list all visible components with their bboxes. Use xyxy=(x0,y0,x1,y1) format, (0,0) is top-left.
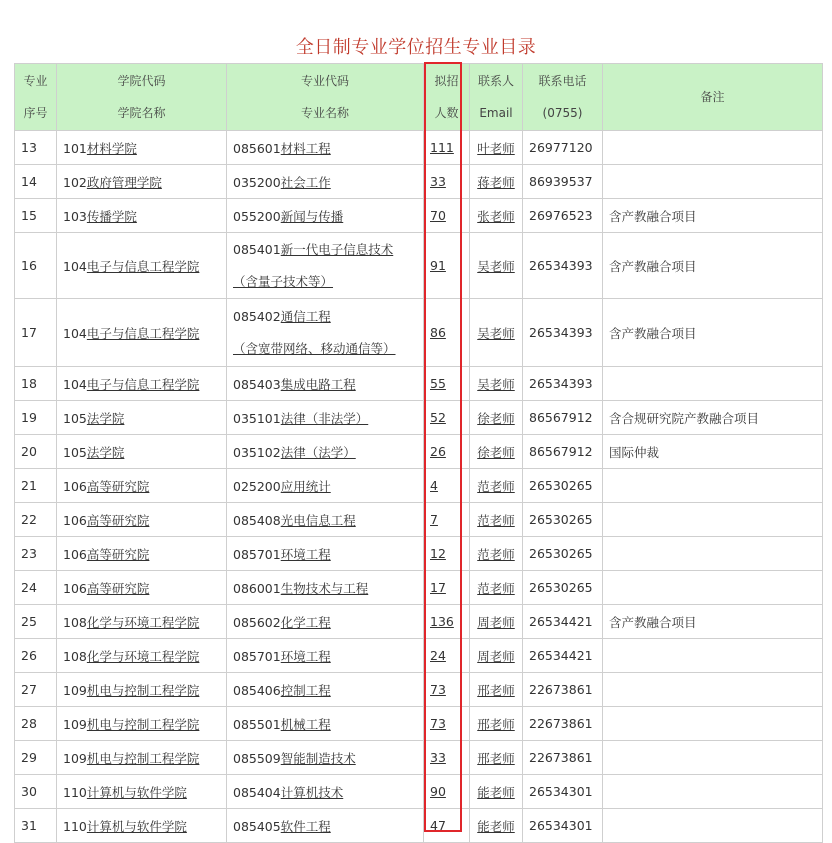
row-number: 27 xyxy=(15,673,57,707)
contact-cell xyxy=(470,131,523,165)
quota-link[interactable]: 17 xyxy=(430,580,446,595)
table-row xyxy=(15,639,823,673)
row-number: 24 xyxy=(15,571,57,605)
college-cell: 104电子与信息工程学院 xyxy=(57,233,227,299)
college-cell: 101材料学院 xyxy=(57,131,227,165)
major-cell: 085402通信工程 （含宽带网络、移动通信等） xyxy=(227,299,424,367)
contact-email-link[interactable]: 范老师 xyxy=(477,546,515,562)
college-link[interactable]: 化学与环境工程学院 xyxy=(86,648,200,664)
quota-link[interactable]: 91 xyxy=(430,258,446,273)
header-phone: 联系电话 (0755) xyxy=(523,64,603,131)
contact-email-link[interactable]: 邢老师 xyxy=(477,682,515,698)
college-link[interactable]: 电子与信息工程学院 xyxy=(86,258,200,274)
major-link[interactable]: 环境工程 xyxy=(280,648,331,664)
header-no: 专业 序号 xyxy=(15,64,57,131)
quota-link[interactable]: 73 xyxy=(430,716,446,731)
major-cell: 085406控制工程 xyxy=(227,673,424,707)
major-link[interactable]: 化学工程 xyxy=(280,614,331,630)
college-link[interactable]: 传播学院 xyxy=(86,208,137,224)
header-note: 备注 xyxy=(603,64,823,131)
phone-cell: 26530265 xyxy=(523,503,603,537)
college-link[interactable]: 计算机与软件学院 xyxy=(86,818,187,834)
college-link[interactable]: 化学与环境工程学院 xyxy=(86,614,200,630)
row-number: 13 xyxy=(15,131,57,165)
contact-cell xyxy=(470,809,523,843)
note-cell: 国际仲裁 xyxy=(603,435,823,469)
header-quota: 拟招 人数 xyxy=(424,64,470,131)
college-cell: 106高等研究院 xyxy=(57,537,227,571)
college-cell: 108化学与环境工程学院 xyxy=(57,605,227,639)
phone-cell: 86939537 xyxy=(523,165,603,199)
table-header-row xyxy=(15,64,823,131)
contact-email-link[interactable]: 范老师 xyxy=(477,478,515,494)
contact-cell xyxy=(470,537,523,571)
phone-cell: 26534301 xyxy=(523,775,603,809)
college-cell: 108化学与环境工程学院 xyxy=(57,639,227,673)
note-cell xyxy=(603,537,823,571)
college-cell: 109机电与控制工程学院 xyxy=(57,741,227,775)
note-cell xyxy=(603,131,823,165)
college-link[interactable]: 机电与控制工程学院 xyxy=(86,750,200,766)
college-link[interactable]: 高等研究院 xyxy=(86,580,150,596)
major-cell: 085509智能制造技术 xyxy=(227,741,424,775)
row-number: 30 xyxy=(15,775,57,809)
contact-cell xyxy=(470,165,523,199)
college-cell: 110计算机与软件学院 xyxy=(57,775,227,809)
contact-email-link[interactable]: 范老师 xyxy=(477,512,515,528)
major-link[interactable]: 新闻与传播 xyxy=(280,208,344,224)
quota-link[interactable]: 86 xyxy=(430,325,446,340)
table-row xyxy=(15,809,823,843)
college-link[interactable]: 计算机与软件学院 xyxy=(86,784,187,800)
major-catalog-table xyxy=(14,63,823,843)
phone-cell: 26534301 xyxy=(523,809,603,843)
note-cell: 含产教融合项目 xyxy=(603,299,823,367)
major-cell: 086001生物技术与工程 xyxy=(227,571,424,605)
phone-cell: 26976523 xyxy=(523,199,603,233)
contact-email-link[interactable]: 能老师 xyxy=(477,818,515,834)
contact-cell xyxy=(470,707,523,741)
phone-cell: 26530265 xyxy=(523,571,603,605)
contact-cell xyxy=(470,401,523,435)
quota-cell xyxy=(424,707,470,741)
college-cell: 106高等研究院 xyxy=(57,571,227,605)
college-cell: 109机电与控制工程学院 xyxy=(57,707,227,741)
major-link[interactable]: 集成电路工程 xyxy=(280,376,356,392)
quota-link[interactable]: 55 xyxy=(430,376,446,391)
contact-cell xyxy=(470,435,523,469)
note-cell xyxy=(603,707,823,741)
quota-link[interactable]: 111 xyxy=(430,140,454,155)
quota-cell xyxy=(424,809,470,843)
contact-email-link[interactable]: 周老师 xyxy=(477,648,515,664)
quota-link[interactable]: 33 xyxy=(430,174,446,189)
contact-cell xyxy=(470,741,523,775)
major-sub-link[interactable]: （含量子技术等） xyxy=(233,273,334,289)
college-link[interactable]: 机电与控制工程学院 xyxy=(86,682,200,698)
row-number: 19 xyxy=(15,401,57,435)
quota-link[interactable]: 90 xyxy=(430,784,446,799)
table-row xyxy=(15,469,823,503)
phone-cell: 26534393 xyxy=(523,367,603,401)
contact-email-link[interactable]: 叶老师 xyxy=(477,140,515,156)
college-link[interactable]: 法学院 xyxy=(86,444,125,460)
college-link[interactable]: 电子与信息工程学院 xyxy=(86,325,200,341)
major-link[interactable]: 新一代电子信息技术 xyxy=(280,241,394,257)
contact-email-link[interactable]: 吴老师 xyxy=(477,376,515,392)
phone-cell: 26530265 xyxy=(523,469,603,503)
major-link[interactable]: 通信工程 xyxy=(280,308,331,324)
contact-cell xyxy=(470,673,523,707)
phone-cell: 22673861 xyxy=(523,741,603,775)
header-major: 专业代码 专业名称 xyxy=(227,64,424,131)
table-row xyxy=(15,131,823,165)
contact-email-link[interactable]: 吴老师 xyxy=(477,258,515,274)
quota-link[interactable]: 70 xyxy=(430,208,446,223)
note-cell xyxy=(603,673,823,707)
major-cell: 085601材料工程 xyxy=(227,131,424,165)
major-cell: 085403集成电路工程 xyxy=(227,367,424,401)
contact-email-link[interactable]: 能老师 xyxy=(477,784,515,800)
major-link[interactable]: 软件工程 xyxy=(280,818,331,834)
row-number: 15 xyxy=(15,199,57,233)
contact-cell xyxy=(470,299,523,367)
quota-cell xyxy=(424,435,470,469)
quota-cell xyxy=(424,537,470,571)
contact-cell xyxy=(470,503,523,537)
phone-cell: 86567912 xyxy=(523,435,603,469)
major-link[interactable]: 光电信息工程 xyxy=(280,512,356,528)
quota-link[interactable]: 4 xyxy=(430,478,438,493)
contact-email-link[interactable]: 张老师 xyxy=(477,208,515,224)
note-cell xyxy=(603,775,823,809)
college-cell: 106高等研究院 xyxy=(57,503,227,537)
note-cell xyxy=(603,571,823,605)
quota-link[interactable]: 7 xyxy=(430,512,438,527)
table-row xyxy=(15,435,823,469)
row-number: 25 xyxy=(15,605,57,639)
major-cell: 025200应用统计 xyxy=(227,469,424,503)
college-cell: 104电子与信息工程学院 xyxy=(57,367,227,401)
phone-cell: 26534421 xyxy=(523,639,603,673)
major-link[interactable]: 智能制造技术 xyxy=(280,750,356,766)
row-number: 31 xyxy=(15,809,57,843)
college-link[interactable]: 高等研究院 xyxy=(86,512,150,528)
major-cell: 085701环境工程 xyxy=(227,639,424,673)
college-cell: 110计算机与软件学院 xyxy=(57,809,227,843)
major-cell: 085408光电信息工程 xyxy=(227,503,424,537)
note-cell xyxy=(603,809,823,843)
note-cell xyxy=(603,165,823,199)
quota-cell xyxy=(424,775,470,809)
quota-link[interactable]: 24 xyxy=(430,648,446,663)
college-cell: 106高等研究院 xyxy=(57,469,227,503)
quota-cell xyxy=(424,299,470,367)
quota-cell xyxy=(424,199,470,233)
major-link[interactable]: 法律（法学） xyxy=(280,444,356,460)
college-link[interactable]: 电子与信息工程学院 xyxy=(86,376,200,392)
college-link[interactable]: 政府管理学院 xyxy=(86,174,162,190)
phone-cell: 26977120 xyxy=(523,131,603,165)
contact-cell xyxy=(470,571,523,605)
row-number: 21 xyxy=(15,469,57,503)
note-cell: 含合规研究院产教融合项目 xyxy=(603,401,823,435)
note-cell: 含产教融合项目 xyxy=(603,233,823,299)
phone-cell: 26530265 xyxy=(523,537,603,571)
major-cell: 055200新闻与传播 xyxy=(227,199,424,233)
note-cell: 含产教融合项目 xyxy=(603,605,823,639)
contact-email-link[interactable]: 吴老师 xyxy=(477,325,515,341)
quota-link[interactable]: 73 xyxy=(430,682,446,697)
major-cell: 085405软件工程 xyxy=(227,809,424,843)
row-number: 16 xyxy=(15,233,57,299)
quota-cell xyxy=(424,673,470,707)
row-number: 28 xyxy=(15,707,57,741)
page-title: 全日制专业学位招生专业目录 xyxy=(295,37,537,58)
contact-email-link[interactable]: 蒋老师 xyxy=(477,174,515,190)
college-cell: 109机电与控制工程学院 xyxy=(57,673,227,707)
quota-cell xyxy=(424,605,470,639)
quota-cell xyxy=(424,233,470,299)
table-row xyxy=(15,741,823,775)
phone-cell: 22673861 xyxy=(523,673,603,707)
college-link[interactable]: 高等研究院 xyxy=(86,478,150,494)
quota-cell xyxy=(424,503,470,537)
row-number: 29 xyxy=(15,741,57,775)
major-link[interactable]: 机械工程 xyxy=(280,716,331,732)
row-number: 14 xyxy=(15,165,57,199)
college-cell: 103传播学院 xyxy=(57,199,227,233)
quota-cell xyxy=(424,401,470,435)
table-row xyxy=(15,775,823,809)
quota-link[interactable]: 26 xyxy=(430,444,446,459)
table-row xyxy=(15,605,823,639)
table-row xyxy=(15,367,823,401)
quota-cell xyxy=(424,469,470,503)
header-contact: 联系人 Email xyxy=(470,64,523,131)
table-row xyxy=(15,673,823,707)
quota-cell xyxy=(424,367,470,401)
major-link[interactable]: 环境工程 xyxy=(280,546,331,562)
contact-cell xyxy=(470,605,523,639)
contact-cell xyxy=(470,469,523,503)
phone-cell: 26534393 xyxy=(523,233,603,299)
header-college: 学院代码 学院名称 xyxy=(57,64,227,131)
quota-link[interactable]: 33 xyxy=(430,750,446,765)
table-row xyxy=(15,503,823,537)
quota-link[interactable]: 136 xyxy=(430,614,454,629)
college-link[interactable]: 机电与控制工程学院 xyxy=(86,716,200,732)
table-row xyxy=(15,707,823,741)
table-row xyxy=(15,401,823,435)
note-cell xyxy=(603,469,823,503)
table-row xyxy=(15,571,823,605)
contact-cell xyxy=(470,367,523,401)
table-row xyxy=(15,199,823,233)
contact-cell xyxy=(470,233,523,299)
row-number: 18 xyxy=(15,367,57,401)
major-link[interactable]: 社会工作 xyxy=(280,174,331,190)
contact-email-link[interactable]: 徐老师 xyxy=(477,444,515,460)
major-cell: 085602化学工程 xyxy=(227,605,424,639)
college-link[interactable]: 材料学院 xyxy=(86,140,137,156)
contact-cell xyxy=(470,199,523,233)
table-row xyxy=(15,299,823,367)
major-cell: 085404计算机技术 xyxy=(227,775,424,809)
college-link[interactable]: 高等研究院 xyxy=(86,546,150,562)
college-cell: 104电子与信息工程学院 xyxy=(57,299,227,367)
contact-email-link[interactable]: 范老师 xyxy=(477,580,515,596)
major-cell: 035200社会工作 xyxy=(227,165,424,199)
note-cell xyxy=(603,367,823,401)
phone-cell: 26534393 xyxy=(523,299,603,367)
major-cell: 035101法律（非法学） xyxy=(227,401,424,435)
quota-cell xyxy=(424,571,470,605)
contact-cell xyxy=(470,775,523,809)
major-cell: 085701环境工程 xyxy=(227,537,424,571)
major-link[interactable]: 材料工程 xyxy=(280,140,331,156)
row-number: 22 xyxy=(15,503,57,537)
major-link[interactable]: 法律（非法学） xyxy=(280,410,369,426)
major-sub-link[interactable]: （含宽带网络、移动通信等） xyxy=(233,340,396,356)
note-cell xyxy=(603,639,823,673)
note-cell: 含产教融合项目 xyxy=(603,199,823,233)
table-row xyxy=(15,165,823,199)
quota-link[interactable]: 12 xyxy=(430,546,446,561)
contact-email-link[interactable]: 邢老师 xyxy=(477,716,515,732)
phone-cell: 22673861 xyxy=(523,707,603,741)
contact-email-link[interactable]: 邢老师 xyxy=(477,750,515,766)
contact-email-link[interactable]: 徐老师 xyxy=(477,410,515,426)
quota-link[interactable]: 52 xyxy=(430,410,446,425)
phone-cell: 86567912 xyxy=(523,401,603,435)
major-cell: 035102法律（法学） xyxy=(227,435,424,469)
note-cell xyxy=(603,741,823,775)
quota-cell xyxy=(424,165,470,199)
quota-link[interactable]: 47 xyxy=(430,818,446,833)
row-number: 20 xyxy=(15,435,57,469)
major-link[interactable]: 控制工程 xyxy=(280,682,331,698)
quota-cell xyxy=(424,131,470,165)
quota-cell xyxy=(424,741,470,775)
table-row xyxy=(15,537,823,571)
contact-email-link[interactable]: 周老师 xyxy=(477,614,515,630)
phone-cell: 26534421 xyxy=(523,605,603,639)
major-link[interactable]: 计算机技术 xyxy=(280,784,344,800)
college-cell: 102政府管理学院 xyxy=(57,165,227,199)
row-number: 17 xyxy=(15,299,57,367)
contact-cell xyxy=(470,639,523,673)
college-link[interactable]: 法学院 xyxy=(86,410,125,426)
major-cell: 085401新一代电子信息技术 （含量子技术等） xyxy=(227,233,424,299)
college-cell: 105法学院 xyxy=(57,401,227,435)
major-link[interactable]: 生物技术与工程 xyxy=(280,580,369,596)
major-link[interactable]: 应用统计 xyxy=(280,478,331,494)
note-cell xyxy=(603,503,823,537)
table-row xyxy=(15,233,823,299)
quota-cell xyxy=(424,639,470,673)
row-number: 26 xyxy=(15,639,57,673)
row-number: 23 xyxy=(15,537,57,571)
major-cell: 085501机械工程 xyxy=(227,707,424,741)
college-cell: 105法学院 xyxy=(57,435,227,469)
